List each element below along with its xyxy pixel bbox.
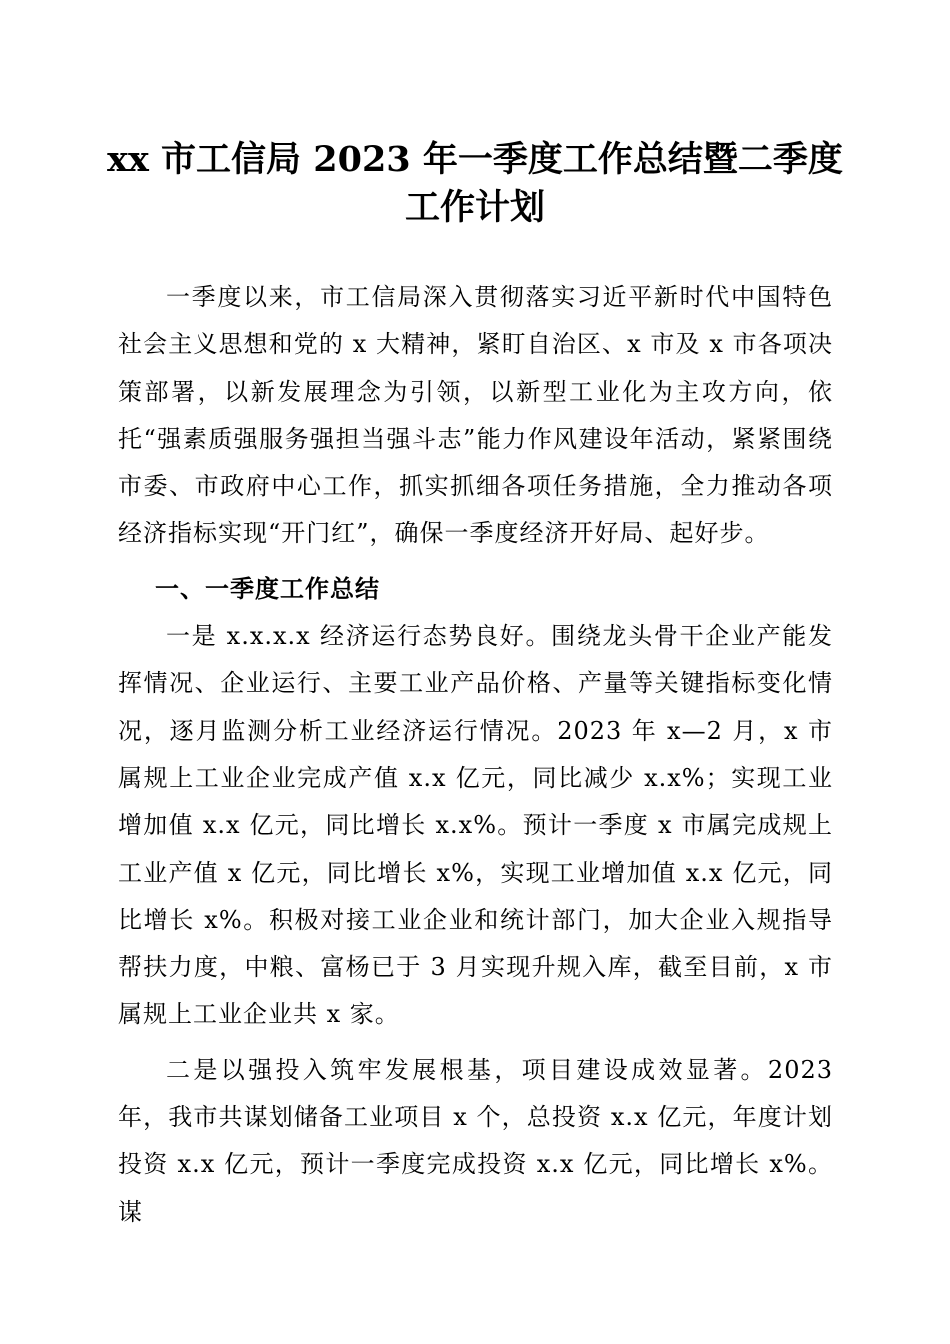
paragraph-item-1: 一是 x.x.x.x 经济运行态势良好。围绕龙头骨干企业产能发挥情况、企业运行、主要工业产品价格、产量等关键指标变化情况，逐月监测分析工业经济运行情况。2023 年 x—2 月，x 市属规上工业企业完成产值 x.x 亿元，同比减少 x.x%；实现工业增加值 x.x 亿元，同比增长 x.x%。预计一季度 x 市属完成规上工业产值 x 亿元，同比增长 x%，实现工业增加值 x.x 亿元，同比增长 x%。积极对接工业企业和统计部门，加大企业入规指导帮扶力度，中粮、富杨已于 3 月实现升规入库，截至目前，x 市属规上工业企业共 x 家。 — [118, 622, 833, 1029]
paragraph-item-2: 二是以强投入筑牢发展根基，项目建设成效显著。2023 年，我市共谋划储备工业项目 x 个，总投资 x.x 亿元，年度计划投资 x.x 亿元，预计一季度完成投资 x.x 亿元，同比增长 x%。谋 — [118, 1055, 833, 1226]
intro-paragraph: 一季度以来，市工信局深入贯彻落实习近平新时代中国特色社会主义思想和党的 x 大精神，紧盯自治区、x 市及 x 市各项决策部署，以新发展理念为引领，以新型工业化为主攻方向，依托“强素质强服务强担当强斗志”能力作风建设年活动，紧紧围绕市委、市政府中心工作，抓实抓细各项任务措施，全力推动各项经济指标实现“开门红”，确保一季度经济开好局、起好步。 — [118, 283, 833, 548]
title-line-1: xx 市工信局 2023 年一季度工作总结暨二季度 — [107, 139, 843, 180]
title-line-2: 工作计划 — [404, 187, 545, 228]
section-heading-1: 一、一季度工作总结 — [155, 574, 380, 603]
document-title — [100, 136, 850, 232]
document-body — [118, 274, 833, 1236]
